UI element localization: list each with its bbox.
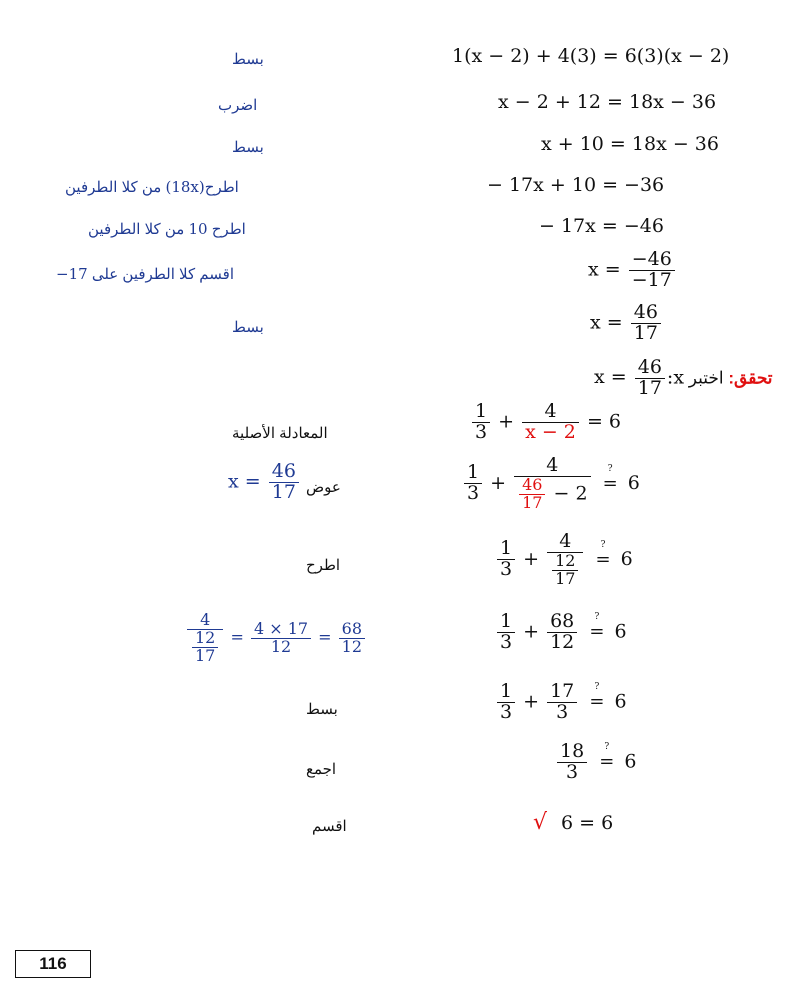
step-6-equation bbox=[588, 250, 677, 291]
verify-3-b-den bbox=[547, 552, 583, 588]
step-1-label: بسط bbox=[232, 51, 264, 68]
verify-1-b-den: x − 2 bbox=[522, 422, 579, 443]
verify-2-sub-num: 46 bbox=[271, 460, 296, 482]
verify-2-a-den: 3 bbox=[464, 483, 482, 504]
check-suffix: :x bbox=[666, 366, 685, 389]
step-7-num: 46 bbox=[633, 301, 658, 323]
verify-4-b-num: 68 bbox=[550, 610, 575, 632]
verify-2-a-num: 1 bbox=[467, 461, 480, 484]
verify-3-rhs: 6 bbox=[620, 547, 633, 570]
verify-2-inner-fraction bbox=[519, 474, 545, 512]
verify-2-inner-num: 46 bbox=[522, 474, 543, 494]
verify-5-questioned-equals: ? = bbox=[589, 691, 604, 712]
step-5-label bbox=[88, 220, 246, 238]
step-6-lhs: x = bbox=[588, 258, 621, 281]
verify-2-b-num: 4 bbox=[546, 454, 559, 476]
verify-2-sub-den: 17 bbox=[269, 482, 299, 503]
verify-3-a-den: 3 bbox=[497, 559, 515, 580]
verify-2-sub-fraction bbox=[269, 462, 299, 503]
step-6-label-term: 17− bbox=[56, 265, 88, 283]
step-4-label-term: (18x) bbox=[165, 178, 205, 196]
step-5-label-post: من كلا الطرفين bbox=[88, 221, 189, 238]
verify-5-equation: $\frac{1}{3}$ + $\frac{17}{3}$ ? = 6 bbox=[495, 682, 627, 723]
step-6-label bbox=[56, 265, 234, 283]
verify-4-rhs: 6 bbox=[614, 620, 627, 643]
verify-2-sub-lhs: x = bbox=[228, 470, 261, 493]
verify-1-label: المعادلة الأصلية bbox=[232, 425, 328, 442]
verify-4-frac-b bbox=[547, 612, 577, 653]
verify-4-note bbox=[185, 612, 367, 664]
step-7-den: 17 bbox=[631, 323, 661, 344]
page-number: 116 bbox=[15, 950, 91, 978]
verify-6-equation bbox=[555, 742, 636, 783]
check-den: 17 bbox=[635, 378, 665, 399]
step-6-num: −46 bbox=[631, 248, 672, 270]
step-7-fraction bbox=[631, 303, 661, 344]
check-lhs: x = bbox=[594, 366, 627, 389]
check-heading bbox=[594, 358, 773, 399]
verify-6-rhs: 6 bbox=[624, 750, 637, 773]
verify-6-num: 18 bbox=[560, 740, 585, 762]
verify-4-note-inner-num: 12 bbox=[195, 627, 216, 647]
verify-4-note-inner bbox=[192, 627, 218, 665]
verify-5-rhs: 6 bbox=[614, 690, 627, 713]
verify-4-note-den bbox=[187, 629, 223, 665]
verify-3-a-num: 1 bbox=[500, 537, 513, 560]
verify-1-frac-b bbox=[522, 402, 579, 443]
verify-4-note-result bbox=[339, 618, 365, 656]
check-text: اختبر bbox=[684, 368, 729, 388]
step-2-label: اضرب bbox=[218, 97, 258, 114]
check-num: 46 bbox=[637, 356, 662, 378]
check-keyword: تحقق: bbox=[728, 368, 773, 388]
verify-5-a-den: 3 bbox=[497, 702, 515, 723]
verify-4-note-inner-den: 17 bbox=[192, 647, 218, 665]
verify-1-a-den: 3 bbox=[472, 422, 490, 443]
verify-4-note-mid-den: 12 bbox=[251, 638, 311, 656]
step-5-equation: − 17x = −46 bbox=[539, 215, 664, 237]
check-value bbox=[594, 356, 667, 399]
verify-4-note-eq-1: = bbox=[230, 627, 244, 647]
verify-1-equation: $\frac{1}{3}$ + $\frac{4}{x - 2}$ = 6 bbox=[470, 402, 621, 443]
verify-3-questioned-equals: ? = bbox=[596, 549, 611, 570]
verify-4-b-den: 12 bbox=[547, 632, 577, 653]
verify-2-b-den bbox=[514, 476, 590, 512]
verify-7-label: اقسم bbox=[312, 818, 347, 835]
verify-2-frac-b bbox=[514, 456, 590, 512]
verify-3-b-num: 4 bbox=[559, 530, 572, 552]
verify-2-equation: $\frac{1}{3}$ + 4 $\frac{46}{17}$ − 2 ? = 6 bbox=[462, 456, 640, 512]
verify-7-equation bbox=[533, 810, 613, 835]
verify-4-a-den: 3 bbox=[497, 632, 515, 653]
verify-6-questioned-equals: ? = bbox=[599, 751, 614, 772]
step-7-label: بسط bbox=[232, 319, 264, 336]
verify-4-equation: $\frac{1}{3}$ + $\frac{68}{12}$ ? = 6 bbox=[495, 612, 627, 653]
verify-2-questioned-equals: ? = bbox=[603, 473, 618, 494]
verify-1-b-num: 4 bbox=[544, 400, 557, 422]
step-6-den: −17 bbox=[629, 270, 675, 291]
verify-3-label: اطرح bbox=[306, 557, 341, 574]
verify-4-a-num: 1 bbox=[500, 610, 513, 632]
verify-5-frac-a bbox=[497, 682, 515, 723]
verify-1-frac-a bbox=[472, 402, 490, 443]
step-4-label-post: من كلا الطرفين bbox=[65, 179, 166, 196]
verify-4-frac-a bbox=[497, 612, 515, 653]
step-1-equation: 1(x − 2) + 4(3) = 6(3)(x − 2) bbox=[452, 45, 730, 67]
verify-5-b-num: 17 bbox=[550, 680, 575, 702]
verify-4-note-eq-2: = bbox=[318, 627, 332, 647]
verify-4-note-num: 4 bbox=[200, 610, 211, 629]
step-5-label-term: 10 bbox=[188, 220, 208, 238]
verify-4-note-res-num: 68 bbox=[341, 618, 363, 638]
verify-5-label: بسط bbox=[306, 701, 338, 718]
verify-1-rhs: = 6 bbox=[586, 410, 622, 433]
verify-5-a-num: 1 bbox=[500, 680, 513, 702]
verify-4-note-res-den: 12 bbox=[339, 638, 365, 656]
check-fraction bbox=[635, 358, 665, 399]
step-4-label bbox=[65, 178, 239, 196]
step-6-label-pre: اقسم كلا الطرفين على bbox=[87, 266, 234, 283]
verify-4-note-fraction bbox=[187, 612, 223, 664]
step-7-lhs: x = bbox=[590, 311, 623, 334]
verify-3-inner-den: 17 bbox=[552, 570, 578, 588]
verify-3-equation: $\frac{1}{3}$ + $\frac{4}{\frac{12}{17}}$ ? = 6 bbox=[495, 532, 633, 588]
verify-3-frac-b bbox=[547, 532, 583, 588]
verify-6-label: اجمع bbox=[306, 761, 337, 778]
step-3-equation: x + 10 = 18x − 36 bbox=[541, 133, 719, 155]
verify-6-fraction bbox=[557, 742, 587, 783]
step-2-equation: x − 2 + 12 = 18x − 36 bbox=[498, 91, 717, 113]
verify-2-rhs: 6 bbox=[627, 471, 640, 494]
verify-2-frac-a bbox=[464, 463, 482, 504]
step-3-label: بسط bbox=[232, 139, 264, 156]
verify-3-frac-a bbox=[497, 539, 515, 580]
verify-6-den: 3 bbox=[557, 762, 587, 783]
verify-4-questioned-equals: ? = bbox=[589, 621, 604, 642]
verify-4-note-mid-num: 4 × 17 bbox=[253, 618, 309, 638]
verify-1-a-num: 1 bbox=[475, 400, 488, 422]
verify-4-note-mid bbox=[251, 618, 311, 656]
verify-3-inner-fraction bbox=[552, 550, 578, 588]
step-6-fraction bbox=[629, 250, 675, 291]
verify-2-inner-den: 17 bbox=[519, 494, 545, 512]
verify-2-label: عوض bbox=[306, 479, 341, 496]
verify-2-inner-rest: − 2 bbox=[547, 482, 588, 505]
step-7-equation bbox=[590, 303, 663, 344]
verify-3-inner-num: 12 bbox=[555, 550, 576, 570]
step-4-equation: − 17x + 10 = −36 bbox=[487, 174, 665, 196]
verify-2-substitution bbox=[228, 462, 301, 503]
verify-7-result: 6 = 6 bbox=[561, 812, 614, 834]
verify-5-frac-b bbox=[547, 682, 577, 723]
step-5-label-pre: اطرح bbox=[207, 221, 246, 238]
check-mark-icon: √ bbox=[533, 810, 548, 835]
step-4-label-pre: اطرح bbox=[204, 179, 239, 196]
verify-5-b-den: 3 bbox=[547, 702, 577, 723]
